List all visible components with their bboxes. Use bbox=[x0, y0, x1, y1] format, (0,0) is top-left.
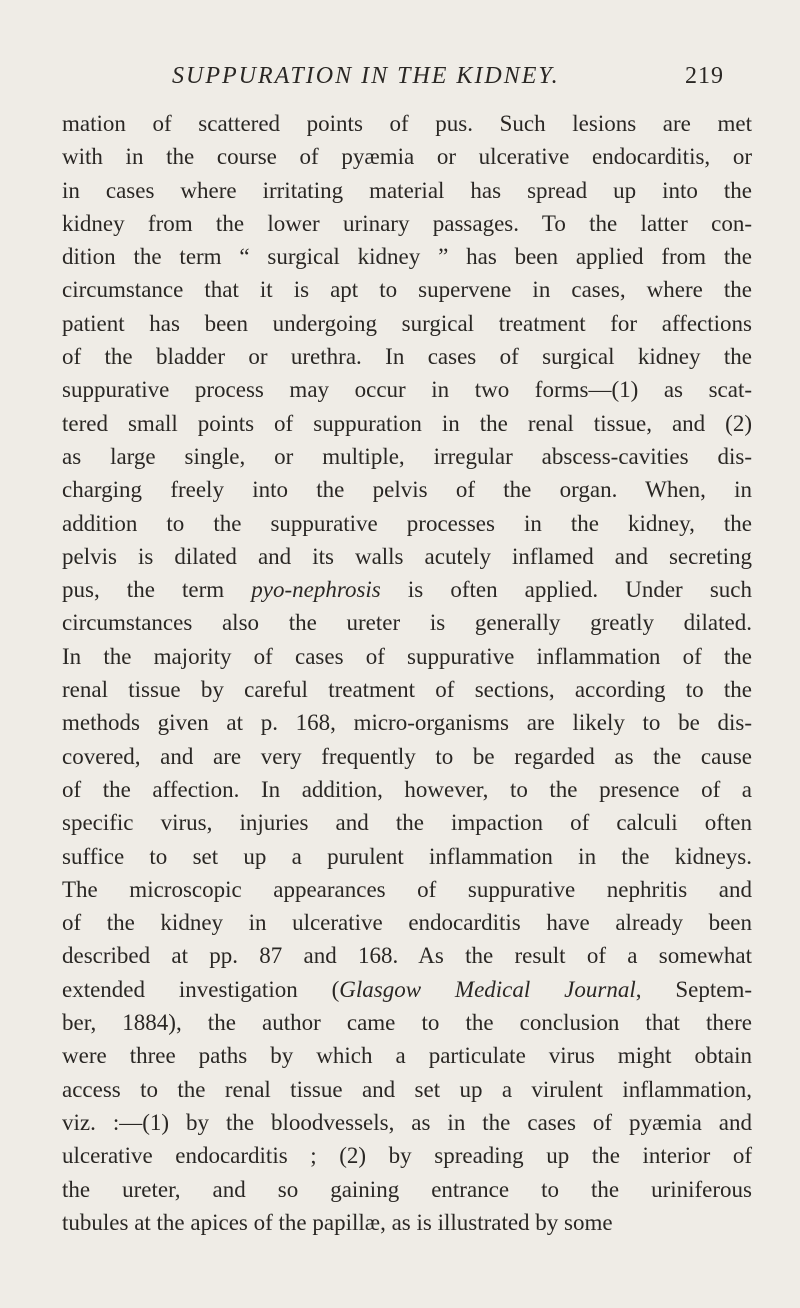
text-line: described at pp. 87 and 168. As the result of a somewhat bbox=[62, 943, 752, 969]
text-line: circumstances also the ureter is generally greatly dilated. bbox=[62, 610, 752, 636]
text-line: circumstance that it is apt to supervene in cases, where the bbox=[62, 277, 752, 303]
text-line: with in the course of pyæmia or ulcerative endocarditis, or bbox=[62, 144, 752, 170]
text-line: ber, 1884), the author came to the conclusion that there bbox=[62, 1010, 752, 1036]
text-line: in cases where irritating material has spread up into the bbox=[62, 177, 752, 203]
text-line: tubules at the apices of the papillæ, as is illustrated by some bbox=[62, 1209, 613, 1235]
text-line: suffice to set up a purulent inflammation in the kidneys. bbox=[62, 843, 752, 869]
text-line: access to the renal tissue and set up a virulent inflammation, bbox=[62, 1076, 752, 1102]
italic-term: pyo-nephrosis bbox=[251, 577, 381, 603]
text-line: of the bladder or urethra. In cases of surgical kidney the bbox=[62, 344, 752, 370]
text-line: methods given at p. 168, micro-organisms are likely to be dis- bbox=[62, 710, 752, 736]
text-line: charging freely into the pelvis of the organ. When, in bbox=[62, 477, 752, 503]
text-line: were three paths by which a particulate virus might obtain bbox=[62, 1043, 752, 1069]
text-segment: is often applied. Under such bbox=[380, 577, 752, 603]
text-segment: , Septem- bbox=[635, 976, 752, 1002]
body-text bbox=[62, 107, 752, 1239]
running-header bbox=[0, 63, 800, 103]
text-line: specific virus, injuries and the impaction of calculi often bbox=[62, 810, 752, 836]
text-line: the ureter, and so gaining entrance to the uriniferous bbox=[62, 1176, 752, 1202]
text-line: suppurative process may occur in two forms—(1) as scat- bbox=[62, 377, 752, 403]
text-line: viz. :—(1) by the bloodvessels, as in the cases of pyæmia and bbox=[62, 1109, 752, 1135]
text-line: In the majority of cases of suppurative inflammation of the bbox=[62, 643, 752, 669]
text-segment: pus, the term bbox=[62, 577, 252, 603]
text-line: of the affection. In addition, however, to the presence of a bbox=[62, 776, 752, 802]
text-line: patient has been undergoing surgical treatment for affections bbox=[62, 310, 752, 336]
text-line: The microscopic appearances of suppurative nephritis and bbox=[62, 876, 752, 902]
text-line: mation of scattered points of pus. Such lesions are met bbox=[62, 111, 752, 136]
page-number: 219 bbox=[685, 63, 724, 89]
text-line: addition to the suppurative processes in the kidney, the bbox=[62, 510, 752, 536]
text-line: kidney from the lower urinary passages. To the latter con- bbox=[62, 210, 752, 236]
text-line: as large single, or multiple, irregular abscess-cavities dis- bbox=[62, 443, 752, 469]
italic-term: Glasgow Medical Journal bbox=[339, 976, 636, 1002]
text-line: of the kidney in ulcerative endocarditis have already been bbox=[62, 910, 752, 936]
text-line: ulcerative endocarditis ; (2) by spreading up the interior of bbox=[62, 1143, 752, 1169]
text-line: renal tissue by careful treatment of sections, according to the bbox=[62, 677, 752, 703]
text-line: tered small points of suppuration in the renal tissue, and (2) bbox=[62, 410, 752, 436]
text-line bbox=[62, 573, 752, 606]
text-line: covered, and are very frequently to be regarded as the cause bbox=[62, 743, 752, 769]
running-head-title: SUPPURATION IN THE KIDNEY. bbox=[172, 63, 560, 89]
text-line: dition the term “ surgical kidney ” has been applied from the bbox=[62, 244, 752, 270]
text-line: pelvis is dilated and its walls acutely inflamed and secreting bbox=[62, 543, 752, 569]
text-segment: extended investigation ( bbox=[62, 976, 340, 1002]
text-line bbox=[62, 973, 752, 1006]
